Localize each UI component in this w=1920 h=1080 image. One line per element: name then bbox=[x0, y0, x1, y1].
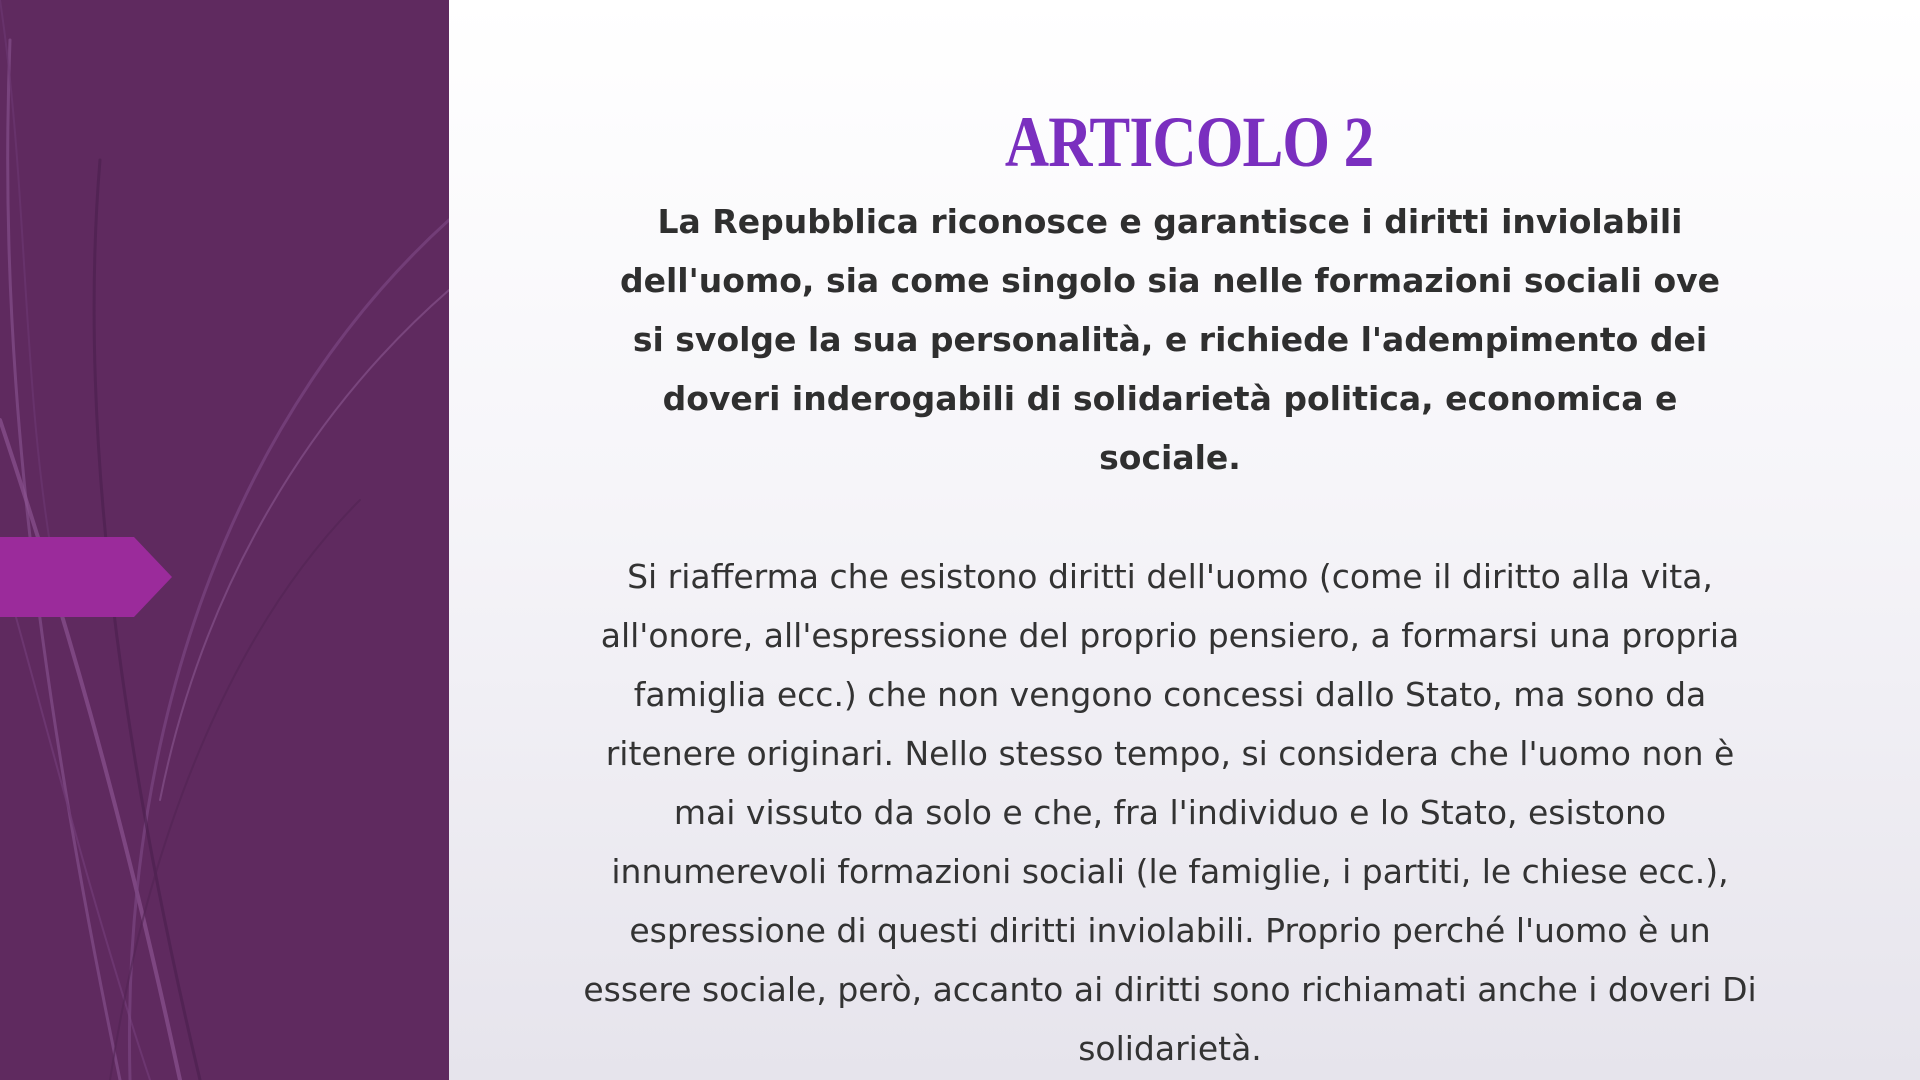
commentary-paragraph: Si riafferma che esistono diritti dell'uomo (come il diritto alla vita, all'onore, all'espressione del proprio pensiero, a formarsi una propria famiglia ecc.) che non vengono concessi dallo Stato, ma sono da ritenere originari. Nello stesso tempo, si considera che l'uomo non è mai vissuto da solo e che, fra l'individuo e lo Stato, esistono innumerevoli formazioni sociali (le famiglie, i partiti, le chiese ecc.), espressione di questi diritti inviolabili. Proprio perché l'uomo è un essere sociale, però, accanto ai diritti sono richiamati anche i doveri Di solidarietà. bbox=[583, 557, 1757, 1068]
slide-content bbox=[560, 100, 1780, 1078]
article-quote: La Repubblica riconosce e garantisce i diritti inviolabili dell'uomo, sia come singolo sia nelle formazioni sociali ove si svolge la sua personalità, e richiede l'adempimento dei doveri inderogabili di solidarietà politica, economica e sociale. bbox=[619, 202, 1721, 477]
arrow-tab-shape bbox=[0, 537, 172, 617]
slide-title: ARTICOLO 2 bbox=[1004, 102, 1374, 182]
left-decorative-panel bbox=[0, 0, 449, 1080]
